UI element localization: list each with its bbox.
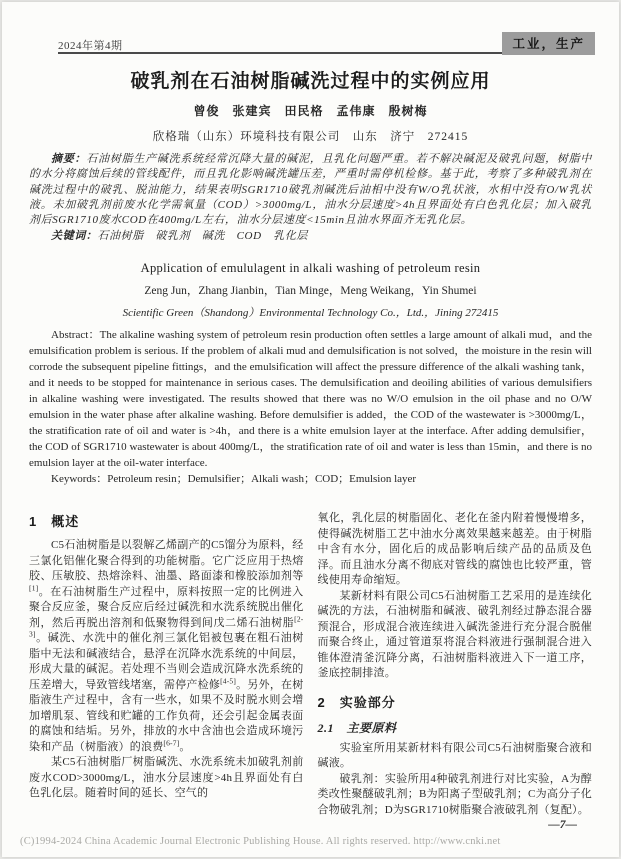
text-segment: 实验室所用某新材料有限公司C5石油树脂聚合液和碱液。 (317, 741, 592, 770)
body-column-left (29, 511, 304, 818)
abstract-cn (29, 152, 592, 228)
english-keywords-text: Petroleum resin；Demulsifier；Alkali wash；COD；Emulsion layer (107, 473, 417, 486)
page-number: —7— (548, 819, 577, 831)
section-heading: 2 实验部分 (317, 694, 396, 710)
paper-page (2, 2, 619, 857)
citation-ref: [1] (29, 583, 39, 593)
body-paragraph (318, 741, 593, 772)
text-segment: 某C5石油树脂厂树脂碱洗、水洗系统未加破乳剂前废水COD>3000mg/L，油水分层速度>4h且界面处有白色乳化层。随着时间的延长、空气的 (29, 756, 304, 800)
citation-ref: [4-5] (220, 676, 237, 686)
english-block (2, 261, 619, 487)
citation-ref: [6-7] (163, 738, 180, 748)
paper-title: 破乳剂在石油树脂碱洗过程中的实例应用 (130, 71, 491, 92)
keywords-cn (29, 229, 592, 244)
english-title: Application of emululagent in alkali washing of petroleum resin (140, 261, 481, 276)
authors-cn: 曾俊 张建宾 田民格 孟伟康 殷树梅 (193, 104, 428, 118)
abstract-cn-text: 石油树脂生产碱洗系统经常沉降大量的碱泥，且乳化问题严重。若不解决碱泥及破乳问题，树脂中的水分将腐蚀后续的管线配件，而且乳化影响碱洗罐压差，严重时需停机检修。基于此，考察了多种破乳剂在碱洗过程中的破乳、脱油能力，结果表明SGR1710破乳剂碱洗后油相中没有W/O乳状液，水相中没有O/W乳状液。未加破乳剂前废水化学需氧量（COD）>3000mg/L，油水分层速度>4h且界面处有白色乳化层；加入破乳剂后SGR1710废水COD在400mg/L左右，油水分层速度<15min且油水界面齐无乳化层。 (29, 153, 592, 227)
text-segment: 破乳剂：实验所用4种破乳剂进行对比实验，A为醇类改性聚醚破乳剂；B为阳离子型破乳剂；C为高分子化合物破乳剂；D为SGR1710树脂聚合液破乳剂（复配）。 (317, 772, 592, 816)
affiliation-cn: 欣格瑞（山东）环境科技有限公司 山东 济宁 272415 (152, 131, 469, 143)
english-abstract-text: The alkaline washing system of petroleum resin production often settles a large amount of alkali mud，and the emulsification problem is serious. If the problem of alkali mud and demulsification is not solved，the moisture in the resin will corrode the subsequent pipeline fittings，and the emulsification will affect the pressure difference of the alkali washing tank，and it needs to be stopped for maintenance in serious cases. The demulsification and deoiling abilities of various demulsifiers in alkaline washing were investigated. The results showed that there was no W/O emulsion in the oil phase and no O/W emulsion in the water phase after alkaline washing. Before demulsifier is added，the COD of the wastewater is >3000mg/L，the stratification rate of oil and water is >4h，and there is a white emulsion layer at the interface. After adding demulsifier，the COD of SGR1710 wastewater is about 400mg/L，the stratification rate of oil and water is less than 15min，and there is no emulsion layer at the oil-water interface. (29, 329, 592, 470)
body-column-right (318, 511, 593, 818)
citation-ref: [2-3] (29, 614, 304, 639)
text-segment: 氧化，乳化层的树脂固化、老化在釜内附着慢慢增多，使得碱洗树脂工艺中油水分离效果越来越差。由于树脂中含有水分，固化后的成品影响后续产品的品质及色泽。而且油水分离不彻底对管线的腐蚀也比较严重，管线使用寿命缩短。 (317, 512, 592, 587)
english-abstract-label: Abstract： (51, 329, 100, 342)
english-authors: Zeng Jun，Zhang Jianbin，Tian Minge，Meng Weikang，Yin Shumei (144, 285, 477, 298)
text-segment: 某新材料有限公司C5石油树脂工艺采用的是连续化碱洗的方法，石油树脂和碱液、破乳剂经过静态混合器预混合，形成混合液连续进入碱洗釜进行充分混合脱催而聚合终止，通过管道泵将混合料液进行强制混合进入锥体澄清釜沉降分离，石油树脂料液进入下一道工序，釜底控制排渣。 (317, 589, 592, 680)
subsection-heading: 2.1 主要原料 (317, 720, 397, 735)
keywords-cn-label: 关键词： (51, 230, 98, 243)
text-segment: 。另外，在树脂液生产过程中，含有一些水，如果不及时脱水则会增加增肌泵、管线和贮罐的工作负荷，还会引起金属表面的腐蚀和结垢。另外，排放的水中含油也会造成环境污染和产品（树脂液）的浪费 (29, 678, 304, 753)
journal-issue: 2024年第4期 (58, 40, 123, 52)
body-columns (29, 511, 592, 818)
abstract-cn-label: 摘要： (51, 153, 87, 165)
copyright-line: (C)1994-2024 China Academic Journal Electronic Publishing House. All rights reserved. http://www.cnki.net (20, 836, 501, 847)
body-paragraph (318, 589, 593, 682)
body-paragraph (29, 538, 304, 755)
english-keywords-label: Keywords： (51, 473, 108, 486)
text-segment: 。碱洗、水洗中的催化剂三氯化铝被包裹在粗石油树脂中无法和碱液结合，悬浮在沉降水洗系统的中间层，形成大量的碱泥。若处理不当则会造成沉降水洗系统的压差增大，导致管线堵塞，需停产检修 (29, 632, 304, 691)
column-badge: 工业，生产 (502, 32, 595, 55)
section-heading: 1 概述 (29, 514, 80, 530)
keywords-cn-text: 石油树脂 破乳剂 碱洗 COD 乳化层 (97, 230, 309, 243)
body-paragraph (318, 511, 593, 589)
text-segment: 。 (179, 740, 191, 753)
english-affiliation: Scientific Green（Shandong）Environmental Technology Co.，Ltd.，Jining 272415 (122, 307, 499, 320)
body-paragraph (29, 755, 304, 802)
body-paragraph (318, 772, 593, 819)
text-segment: 。在石油树脂生产过程中，原料按照一定的比例进入聚合反应釜，聚合反应后经过碱洗和水洗系统脱出催化剂，然后再脱出溶剂和低聚物得到间戊二烯石油树脂 (29, 585, 304, 629)
english-abstract (29, 327, 592, 471)
english-keywords (29, 471, 592, 487)
text-segment: C5石油树脂是以裂解乙烯副产的C5馏分为原料，经三氯化铝催化聚合得到的功能树脂。它广泛应用于热熔胶、压敏胶、热熔涂料、油墨、路面漆和橡胶添加剂等 (29, 539, 304, 583)
